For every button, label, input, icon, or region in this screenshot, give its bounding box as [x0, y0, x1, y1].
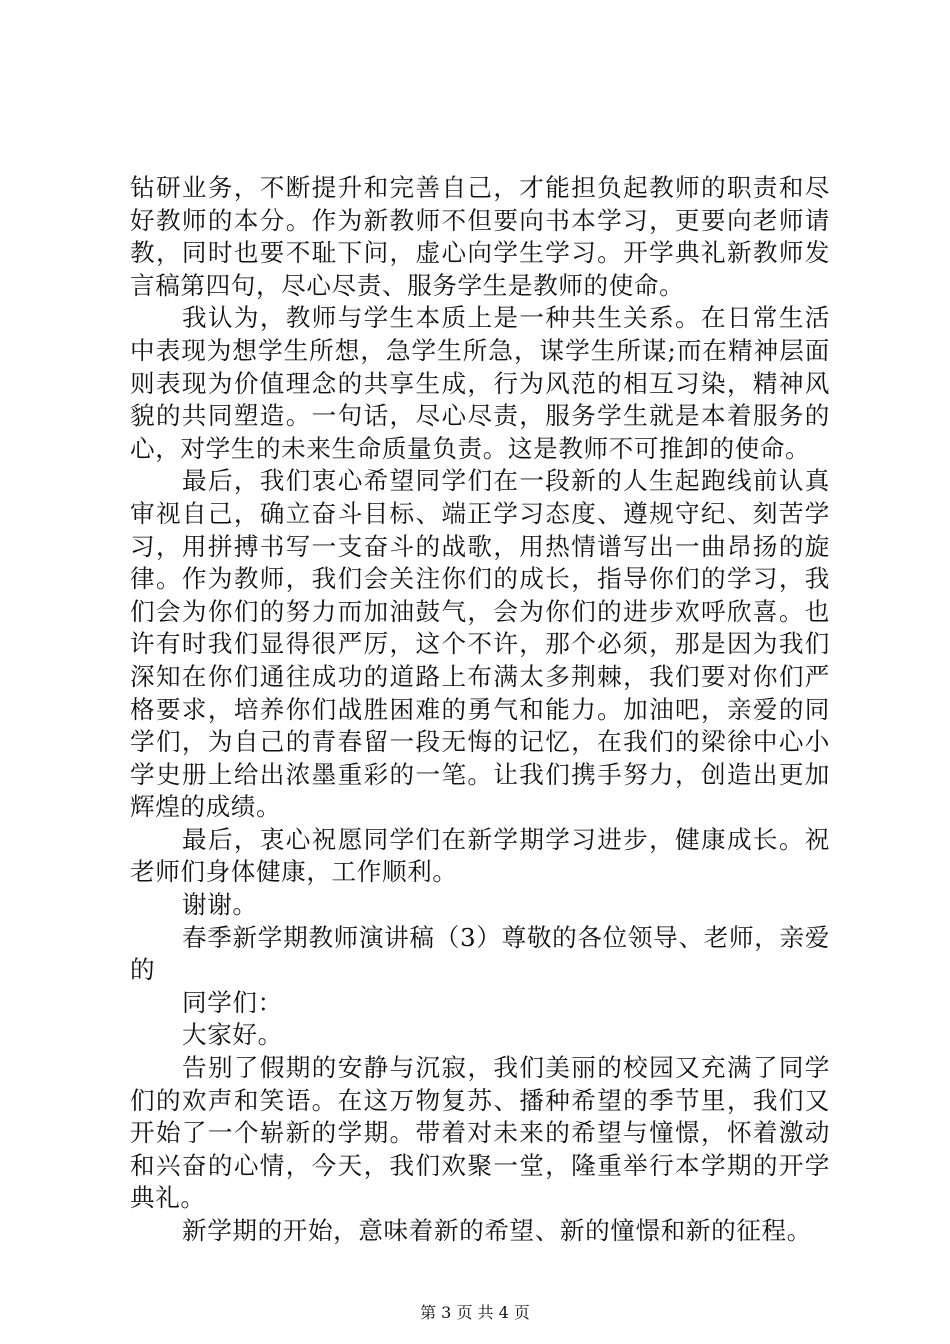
paragraph: 钻研业务，不断提升和完善自己，才能担负起教师的职责和尽好教师的本分。作为新教师不但要向书本学习，更要向老师请教，同时也要不耻下问，虚心向学生学习。开学典礼新教师发言稿第四句，尽心尽责、服务学生是教师的使命。 [130, 173, 830, 300]
paragraph: 最后，我们衷心希望同学们在一段新的人生起跑线前认真审视自己，确立奋斗目标、端正学习态度、遵规守纪、刻苦学习，用拼搏书写一支奋斗的战歌，用热情谱写出一曲昂扬的旋律。作为教师，我们会关注你们的成长，指导你们的学习，我们会为你们的努力而加油鼓气，会为你们的进步欢呼欣喜。也许有时我们显得很严厉，这个不许，那个必须，那是因为我们深知在你们通往成功的道路上布满太多荆棘，我们要对你们严格要求，培养你们战胜困难的勇气和能力。加油吧，亲爱的同学们，为自己的青春留一段无悔的记忆，在我们的梁徐中心小学史册上给出浓墨重彩的一笔。让我们携手努力，创造出更加辉煌的成绩。 [130, 466, 830, 822]
paragraph: 同学们： [182, 987, 283, 1017]
paragraph: 告别了假期的安静与沉寂，我们美丽的校园又充满了同学们的欢声和笑语。在这万物复苏、播种希望的季节里，我们又开始了一个崭新的学期。带着对未来的希望与憧憬，怀着激动和兴奋的心情，今天，我们欢聚一堂，隆重举行本学期的开学典礼。 [130, 1053, 830, 1213]
paragraph: 我认为，教师与学生本质上是一种共生关系。在日常生活中表现为想学生所想，急学生所急，谋学生所谋;而在精神层面则表现为价值理念的共享生成，行为风范的相互习染，精神风貌的共同塑造。一句话，尽心尽责，服务学生就是本着服务的心，对学生的未来生命质量负责。这是教师不可推卸的使命。 [130, 303, 830, 463]
document-body [130, 172, 830, 1248]
page-footer: 第 3 页 共 4 页 [420, 1303, 530, 1322]
paragraph: 最后，衷心祝愿同学们在新学期学习进步，健康成长。祝老师们身体健康，工作顺利。 [130, 824, 830, 887]
paragraph: 春季新学期教师演讲稿（3）尊敬的各位领导、老师，亲爱的 [130, 922, 830, 985]
paragraph: 新学期的开始，意味着新的希望、新的憧憬和新的征程。 [182, 1216, 812, 1245]
paragraph: 谢谢。 [182, 890, 258, 920]
paragraph: 大家好。 [182, 1020, 283, 1050]
